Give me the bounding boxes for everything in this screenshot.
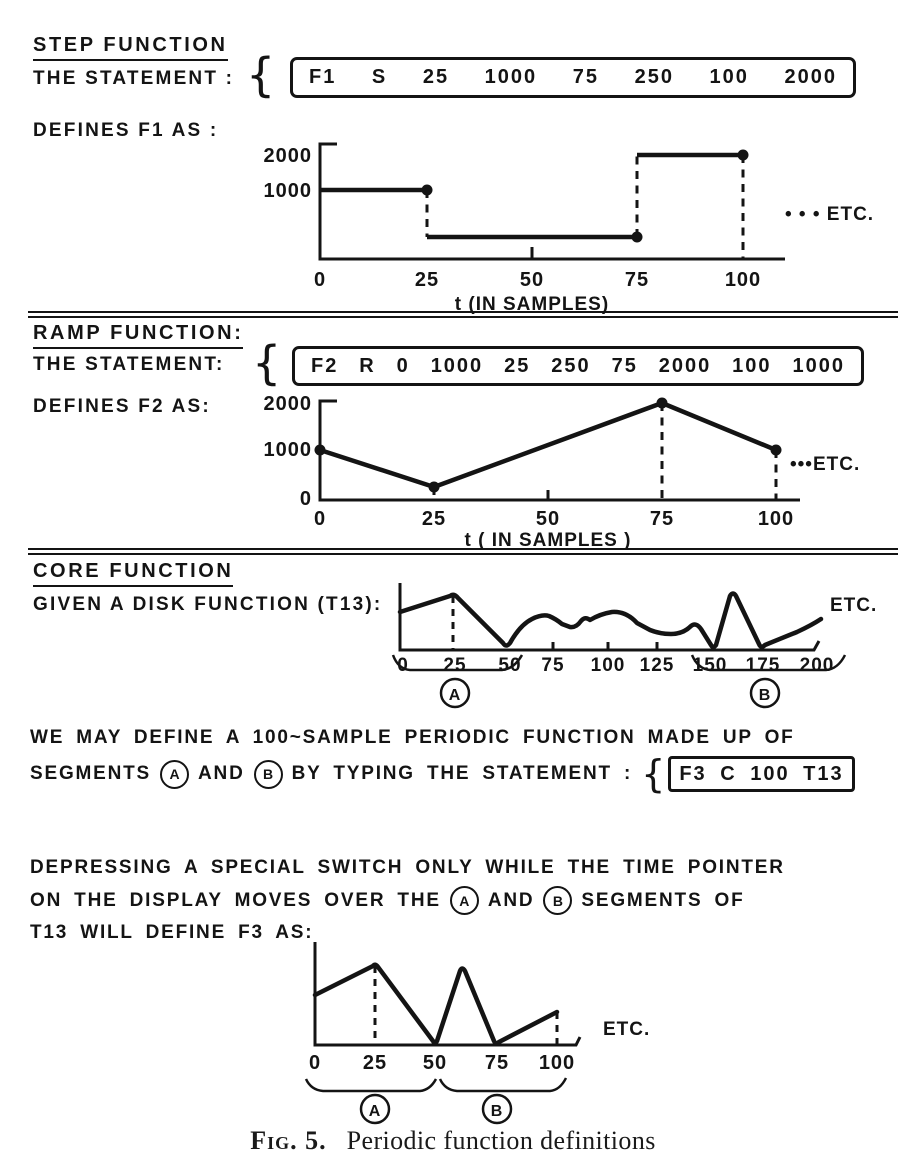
badge-letter: A xyxy=(448,687,462,704)
x-tick-labels xyxy=(314,269,761,291)
defines-f2-label: DEFINES F2 AS: xyxy=(33,396,211,417)
x-tick-label: 150 xyxy=(692,655,728,676)
y-tick-label: 1000 xyxy=(263,439,312,461)
y-tick-label: 2000 xyxy=(263,145,312,167)
statement-token: 1000 xyxy=(792,354,845,377)
segment-a-badge xyxy=(361,1095,389,1123)
defines-f1-label: DEFINES F1 AS : xyxy=(33,120,219,141)
step-statement-brace: { xyxy=(246,48,276,102)
x-tick-label: 175 xyxy=(745,655,781,676)
statement-token: F1 xyxy=(309,66,337,88)
core-function-heading: CORE FUNCTION xyxy=(33,560,233,587)
dashed-guides xyxy=(434,403,776,500)
section-divider xyxy=(28,311,898,318)
x-tick-label: 75 xyxy=(541,655,565,676)
paragraph-line xyxy=(30,886,900,915)
ramp-statement-box xyxy=(292,346,864,386)
step-statement-label: THE STATEMENT : xyxy=(33,68,235,89)
x-tick-label: 125 xyxy=(639,655,675,676)
paragraph-text: SEGMENTS OF xyxy=(581,889,745,911)
statement-token: 75 xyxy=(611,354,638,377)
ramp-statement-label: THE STATEMENT: xyxy=(33,354,225,375)
x-tick-label: 0 xyxy=(313,269,327,291)
statement-token: 100 xyxy=(732,354,772,377)
axes xyxy=(320,401,800,500)
x-tick-label: 50 xyxy=(535,508,561,530)
segment-a-brace xyxy=(306,1079,436,1091)
data-point xyxy=(315,445,326,456)
x-tick-label: 75 xyxy=(484,1052,510,1074)
x-tick-labels xyxy=(309,1052,575,1074)
paragraph-line: T13 WILL DEFINE F3 AS: xyxy=(30,922,314,943)
etc-annotation: ETC. xyxy=(830,595,878,616)
statement-token: 25 xyxy=(504,354,531,377)
define-paragraph xyxy=(30,724,900,796)
badge-letter: A xyxy=(368,1103,382,1120)
segment-b-brace xyxy=(440,1078,566,1091)
x-tick-label: 100 xyxy=(538,1052,576,1074)
switch-paragraph xyxy=(30,854,900,947)
etc-annotation: • • • ETC. xyxy=(785,204,875,225)
etc-annotation: •••ETC. xyxy=(790,454,861,475)
etc-annotation: ETC. xyxy=(603,1019,651,1040)
circled-b-badge: B xyxy=(543,886,572,915)
paragraph-line: DEPRESSING A SPECIAL SWITCH ONLY WHILE THE TIME POINTER xyxy=(30,857,785,878)
axes xyxy=(315,942,580,1045)
dashed-guides xyxy=(427,155,743,259)
statement-token: 0 xyxy=(396,354,410,377)
given-disk-function-label: GIVEN A DISK FUNCTION (T13): xyxy=(33,594,383,615)
x-tick-labels xyxy=(397,655,834,676)
x-tick-label: 100 xyxy=(724,269,762,291)
y-tick-label: 2000 xyxy=(263,393,312,415)
step-statement-box xyxy=(290,57,856,98)
paragraph-line xyxy=(30,752,900,796)
figure-caption-text: Periodic function definitions xyxy=(346,1126,656,1155)
statement-token: 75 xyxy=(572,66,599,88)
paragraph-text: BY TYPING THE STATEMENT : xyxy=(291,763,633,784)
y-tick-label: 1000 xyxy=(263,180,312,202)
paragraph-text: AND xyxy=(487,889,535,911)
x-tick-label: 200 xyxy=(799,655,835,676)
ramp-function-curve xyxy=(315,398,782,493)
x-tick-label: 25 xyxy=(414,269,440,291)
ramp-line xyxy=(320,403,776,487)
x-tick-label: 100 xyxy=(590,655,626,676)
paragraph-text: AND xyxy=(198,763,245,784)
x-tick-label: 25 xyxy=(421,508,447,530)
statement-brace: { xyxy=(641,752,666,796)
ramp-plot xyxy=(140,392,890,551)
f3-plot xyxy=(230,935,680,1125)
statement-token: R xyxy=(359,354,376,377)
statement-token: S xyxy=(371,66,388,88)
x-tick-label: 0 xyxy=(308,1052,322,1074)
x-tick-labels xyxy=(314,508,794,530)
x-tick-label: 0 xyxy=(313,508,327,530)
step-plot xyxy=(140,136,885,316)
badge-letter: B xyxy=(758,687,772,704)
disk-function-plot xyxy=(390,583,906,723)
statement-token: 25 xyxy=(422,66,450,88)
disk-function-curve xyxy=(400,594,821,648)
section-divider xyxy=(28,548,898,555)
x-tick-label: 75 xyxy=(624,269,650,291)
f3-statement-box: F3 C 100 T13 xyxy=(668,756,854,792)
x-tick-label: 25 xyxy=(362,1052,388,1074)
paragraph-text: SEGMENTS xyxy=(30,763,152,784)
x-tick-label: 50 xyxy=(519,269,545,291)
statement-token: 250 xyxy=(551,354,591,377)
f3-function-curve xyxy=(315,965,557,1044)
ramp-function-heading: RAMP FUNCTION: xyxy=(33,322,243,349)
statement-token: 250 xyxy=(634,66,674,88)
step-function-curve xyxy=(320,150,749,243)
step-function-heading: STEP FUNCTION xyxy=(33,34,228,61)
segment-b-badge xyxy=(751,679,779,707)
x-tick-label: 50 xyxy=(422,1052,448,1074)
segment-b-badge xyxy=(483,1095,511,1123)
figure-caption xyxy=(0,1126,906,1156)
segment-a-badge xyxy=(441,679,469,707)
statement-token: 1000 xyxy=(484,66,538,88)
x-tick-label: 0 xyxy=(397,655,409,676)
figure-caption-label: Fig. 5. xyxy=(250,1126,327,1155)
circled-b-badge: B xyxy=(254,760,283,789)
statement-token: F2 xyxy=(311,354,339,377)
statement-token: 100 xyxy=(709,66,749,88)
x-axis-label: t ( IN SAMPLES ) xyxy=(464,530,632,551)
badge-letter: B xyxy=(490,1103,504,1120)
paragraph-line: WE MAY DEFINE A 100~SAMPLE PERIODIC FUNCTION MADE UP OF xyxy=(30,727,795,748)
x-axis-label: t (IN SAMPLES) xyxy=(454,294,610,315)
y-tick-label: 0 xyxy=(299,488,312,510)
statement-token: 2000 xyxy=(784,66,837,88)
x-tick-label: 25 xyxy=(443,655,467,676)
x-tick-label: 100 xyxy=(757,508,795,530)
circled-a-badge: A xyxy=(450,886,479,915)
ramp-statement-brace: { xyxy=(252,336,282,390)
statement-token: 1000 xyxy=(430,354,484,377)
axes xyxy=(320,144,785,259)
x-tick-label: 50 xyxy=(498,655,522,676)
segment-braces xyxy=(306,1078,566,1091)
paragraph-text: ON THE DISPLAY MOVES OVER THE xyxy=(30,889,441,911)
x-tick-label: 75 xyxy=(649,508,675,530)
statement-token: 2000 xyxy=(658,354,712,377)
circled-a-badge: A xyxy=(160,760,189,789)
